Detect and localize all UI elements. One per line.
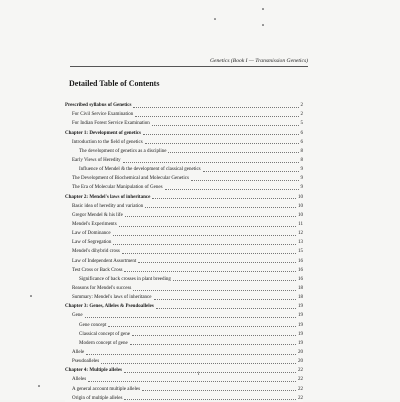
toc-entry (65, 347, 303, 356)
toc-entry (65, 182, 303, 191)
dot-leader (156, 308, 296, 309)
dot-leader (145, 143, 299, 144)
scan-speck (38, 385, 40, 387)
toc-entry-page: 16 (298, 258, 303, 264)
toc-entry-page: 18 (298, 295, 303, 301)
toc-entry-page: 18 (298, 285, 303, 291)
toc-entry (65, 164, 303, 173)
toc-entry (65, 146, 303, 155)
toc-entry-title: Origin of multiple alleles (65, 396, 123, 402)
toc-entry-page: 20 (298, 349, 303, 355)
dot-leader (154, 299, 297, 300)
scan-speck (30, 295, 32, 297)
toc-entry (65, 219, 303, 228)
toc-entry-page: 19 (298, 322, 303, 328)
toc-entry (65, 255, 303, 264)
dot-leader (191, 180, 299, 181)
toc-entry-page: 20 (298, 359, 303, 365)
toc-entry (65, 356, 303, 365)
toc-entry-page: 10 (298, 203, 303, 209)
toc-entry-title: Influence of Mendel & the development of classical genetics (65, 167, 202, 173)
toc-entry (65, 246, 303, 255)
toc-entry (65, 274, 303, 283)
toc-entry-page: 16 (298, 267, 303, 273)
dot-leader (138, 262, 296, 263)
toc-entry-title: Gene (65, 313, 84, 319)
dot-leader (165, 189, 299, 190)
toc-entry (65, 329, 303, 338)
toc-entry-page: 8 (300, 157, 303, 163)
toc-entry-page: 11 (298, 221, 303, 227)
toc-entry (65, 383, 303, 392)
scan-speck (262, 8, 264, 10)
toc-entry-title: Basic idea of heredity and variation (65, 204, 144, 210)
dot-leader (152, 198, 296, 199)
toc-entry-page: 9 (300, 176, 303, 182)
toc-entry-page: 22 (298, 368, 303, 374)
page-title: Detailed Table of Contents (69, 79, 160, 88)
dot-leader (133, 107, 298, 108)
toc-entry-title: Law of Independent Assortment (65, 259, 137, 265)
dot-leader (86, 354, 296, 355)
toc-entry (65, 292, 303, 301)
dot-leader (122, 253, 296, 254)
dot-leader (119, 226, 297, 227)
dot-leader (203, 171, 299, 172)
dot-leader (130, 344, 296, 345)
toc-entry (65, 338, 303, 347)
toc-entry (65, 374, 303, 383)
toc-entry-page: 8 (300, 148, 303, 154)
dot-leader (123, 162, 299, 163)
scan-speck (214, 18, 216, 20)
toc-entry-page: 13 (298, 240, 303, 246)
toc-entry (65, 127, 303, 136)
table-of-contents (65, 100, 303, 402)
toc-entry-page: 10 (298, 194, 303, 200)
toc-entry-title: A general account multiple alleles (65, 387, 141, 393)
toc-entry-title: Significance of back crosses in plant breeding (65, 277, 172, 283)
toc-entry-page: 16 (298, 276, 303, 282)
dot-leader (133, 290, 296, 291)
toc-entry-title: Chapter 1: Development of genetics (65, 130, 142, 136)
toc-entry-title: Gene concept (65, 323, 107, 329)
toc-entry (65, 173, 303, 182)
toc-entry-page: 5 (300, 121, 303, 127)
toc-entry (65, 137, 303, 146)
toc-entry-title: Law of Dominance (65, 231, 112, 237)
dot-leader (101, 363, 296, 364)
scan-speck (262, 24, 264, 26)
toc-entry-title: Summary: Mendel's laws of inheritance (65, 295, 153, 301)
dot-leader (168, 152, 298, 153)
toc-entry-title: The Development of Biochemical and Molecular Genetics (65, 176, 190, 182)
toc-entry-title: Early Views of Heredity (65, 158, 122, 164)
toc-entry-title: Reasons for Mendel's success (65, 286, 132, 292)
toc-entry-title: Test Cross or Back Cross (65, 268, 123, 274)
toc-entry-page: 19 (298, 331, 303, 337)
toc-entry (65, 155, 303, 164)
dot-leader (142, 390, 296, 391)
dot-leader (88, 381, 296, 382)
dot-leader (125, 216, 296, 217)
toc-entry (65, 319, 303, 328)
toc-entry-title: For Civil Service Examination (65, 112, 134, 118)
toc-entry-page: 22 (298, 377, 303, 383)
dot-leader (143, 134, 298, 135)
dot-leader (145, 207, 296, 208)
toc-entry (65, 393, 303, 402)
toc-entry-title: Classical concept of gene (65, 332, 131, 338)
toc-entry-title: Prescribed syllabus of Genetics (65, 103, 132, 109)
toc-entry (65, 265, 303, 274)
toc-entry-page: 19 (298, 340, 303, 346)
toc-entry-page: 15 (298, 249, 303, 255)
toc-entry-title: Mendel's dihybrid cross (65, 249, 121, 255)
toc-entry-page: 9 (300, 185, 303, 191)
dot-leader (108, 326, 296, 327)
dot-leader (135, 116, 298, 117)
toc-entry-page: 6 (300, 139, 303, 145)
toc-entry-title: Allele (65, 350, 85, 356)
toc-entry-page: 22 (298, 395, 303, 401)
toc-entry (65, 100, 303, 109)
dot-leader (113, 244, 296, 245)
dot-leader (173, 280, 296, 281)
toc-entry-title: Chapter 3: Genes, Alleles & Pseudoalleles (65, 304, 154, 310)
toc-entry-title: Chapter 4: Multiple alleles (65, 368, 122, 374)
toc-entry-title: Mendel's Experiments (65, 222, 118, 228)
toc-entry-page: 19 (298, 304, 303, 310)
toc-entry (65, 109, 303, 118)
dot-leader (85, 317, 296, 318)
toc-entry-title: Law of Segregation (65, 240, 112, 246)
toc-entry-page: 2 (300, 112, 303, 118)
toc-entry-title: For Indian Forest Service Examination (65, 121, 151, 127)
toc-entry (65, 310, 303, 319)
dot-leader (113, 235, 296, 236)
toc-entry-page: 10 (298, 212, 303, 218)
page-number: i (198, 372, 200, 377)
toc-entry-title: Modern concept of gene (65, 341, 129, 347)
toc-entry-title: The Era of Molecular Manipulation of Genes (65, 185, 164, 191)
toc-entry-title: Gregor Mendel & his life (65, 213, 124, 219)
header-rule (70, 66, 308, 67)
toc-entry-page: 9 (300, 167, 303, 173)
toc-entry-page: 22 (298, 386, 303, 392)
toc-entry-title: The development of genetics as a discipline (65, 149, 167, 155)
toc-entry-title: Pseudoalleles (65, 359, 100, 365)
toc-entry (65, 228, 303, 237)
dot-leader (132, 335, 296, 336)
toc-entry (65, 301, 303, 310)
dot-leader (124, 271, 296, 272)
toc-entry-page: 12 (298, 231, 303, 237)
toc-entry (65, 191, 303, 200)
dot-leader (124, 372, 296, 373)
toc-entry (65, 237, 303, 246)
toc-entry (65, 201, 303, 210)
toc-entry-title: Introduction to the field of genetics (65, 140, 144, 146)
toc-entry-title: Chapter 2: Mendel's laws of inheritance (65, 194, 151, 200)
toc-entry-page: 19 (298, 313, 303, 319)
toc-entry-page: 6 (300, 130, 303, 136)
toc-entry (65, 365, 303, 374)
dot-leader (152, 125, 299, 126)
toc-entry-page: 2 (300, 103, 303, 109)
toc-entry (65, 210, 303, 219)
toc-entry-title: Alleles (65, 377, 87, 383)
toc-entry (65, 283, 303, 292)
toc-entry (65, 118, 303, 127)
running-header: Genetics (Book I — Transmission Genetics) (209, 58, 308, 64)
